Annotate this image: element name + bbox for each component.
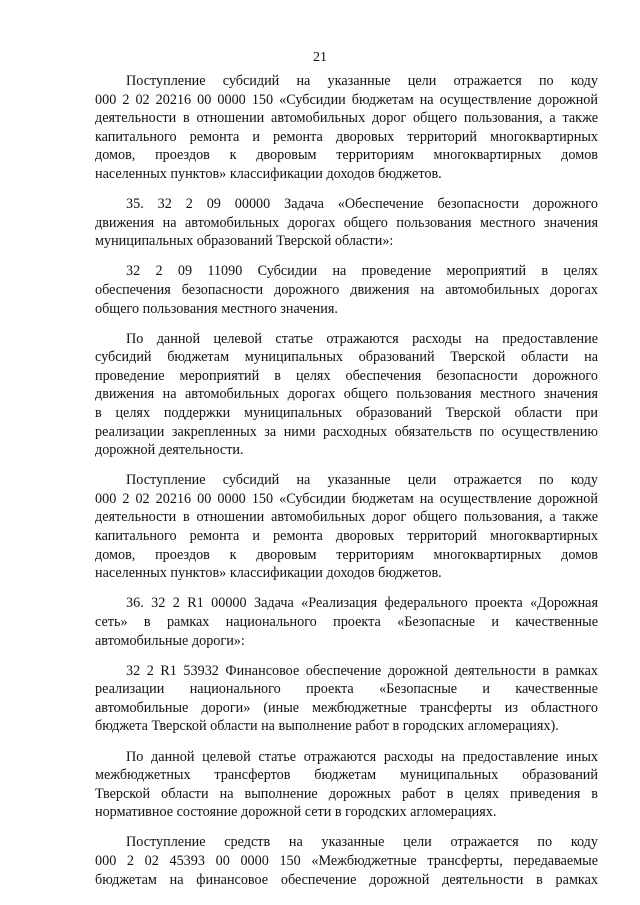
text-line: деятельности в отношении автомобильных дорог общего пользования, а также: [95, 110, 598, 127]
document-body: [95, 72, 598, 901]
text-line: движения на автомобильных дорогах общего пользования местного значения: [95, 214, 598, 231]
text-line: движения на автомобильных дорогах общего пользования местного значения: [95, 386, 598, 403]
text-line: нормативное состояние дорожной сети в городских агломерациях.: [95, 804, 497, 821]
text-line: проведение мероприятий в целях обеспечения безопасности дорожного: [95, 367, 598, 384]
paragraph: [95, 471, 598, 583]
text-line: населенных пунктов» классификации доходов бюджетов.: [95, 565, 442, 582]
paragraph: [95, 662, 598, 736]
text-line: 35. 32 2 09 00000 Задача «Обеспечение безопасности дорожного: [126, 196, 598, 213]
text-line: дорожной деятельности.: [95, 442, 244, 459]
text-line: капитального ремонта и ремонта дворовых территорий многоквартирных: [95, 128, 598, 145]
text-line: автомобильные дороги» (иные межбюджетные трансферты из областного: [95, 699, 598, 716]
text-line: домов, проездов к дворовым территориям многоквартирных домов: [95, 147, 598, 164]
text-line: муниципальных образований Тверской области»:: [95, 233, 394, 250]
text-line: бюджетам на финансовое обеспечение дорожной деятельности в рамках: [95, 871, 598, 888]
text-line: Поступление субсидий на указанные цели отражается по коду: [126, 73, 598, 89]
paragraph: [95, 330, 598, 460]
paragraph: [95, 262, 598, 318]
text-line: 36. 32 2 R1 00000 Задача «Реализация федерального проекта «Дорожная: [126, 595, 598, 612]
text-line: бюджета Тверской области на выполнение работ в городских агломерациях).: [95, 718, 559, 735]
paragraph: [95, 833, 598, 889]
text-line: в целях поддержки муниципальных образований Тверской области при: [95, 405, 598, 421]
text-line: автомобильные дороги»:: [95, 632, 245, 649]
text-line: 32 2 09 11090 Субсидии на проведение мероприятий в целях: [126, 263, 598, 280]
text-line: домов, проездов к дворовым территориям многоквартирных домов: [95, 546, 598, 563]
text-line: общего пользования местного значения.: [95, 300, 338, 317]
text-line: сеть» в рамках национального проекта «Безопасные и качественные: [95, 613, 598, 630]
text-line: реализации национального проекта «Безопасные и качественные: [95, 681, 598, 698]
text-line: населенных пунктов» классификации доходов бюджетов.: [95, 165, 442, 182]
paragraph: [95, 594, 598, 650]
text-line: деятельности в отношении автомобильных дорог общего пользования, а также: [95, 509, 598, 526]
text-line: Поступление субсидий на указанные цели отражается по коду: [126, 472, 598, 489]
text-line: 000 2 02 45393 00 0000 150 «Межбюджетные трансферты, передаваемые: [95, 852, 598, 869]
text-line: капитального ремонта и ремонта дворовых территорий многоквартирных: [95, 528, 598, 545]
text-line: межбюджетных трансфертов бюджетам муниципальных образований: [95, 767, 598, 784]
text-line: субсидий бюджетам муниципальных образований Тверской области на: [95, 349, 598, 366]
paragraph: [95, 195, 598, 251]
text-line: 000 2 02 20216 00 0000 150 «Субсидии бюджетам на осуществление дорожной: [95, 490, 598, 507]
text-line: реализации закрепленных за ними расходных обязательств по осуществлению: [95, 423, 598, 440]
text-line: 32 2 R1 53932 Финансовое обеспечение дорожной деятельности в рамках: [126, 662, 598, 679]
text-line: 000 2 02 20216 00 0000 150 «Субсидии бюджетам на осуществление дорожной: [95, 91, 598, 108]
page-number: 21: [313, 50, 327, 65]
paragraph: [95, 72, 598, 184]
text-line: Тверской области на выполнение дорожных работ в целях приведения в: [95, 785, 598, 802]
text-line: обеспечения безопасности дорожного движения на автомобильных дорогах: [95, 281, 598, 298]
text-line: По данной целевой статье отражаются расходы на предоставление иных: [126, 748, 598, 765]
text-line: Поступление средств на указанные цели отражается по коду: [126, 834, 598, 851]
text-line: По данной целевой статье отражаются расходы на предоставление: [126, 330, 598, 347]
paragraph: [95, 748, 598, 822]
